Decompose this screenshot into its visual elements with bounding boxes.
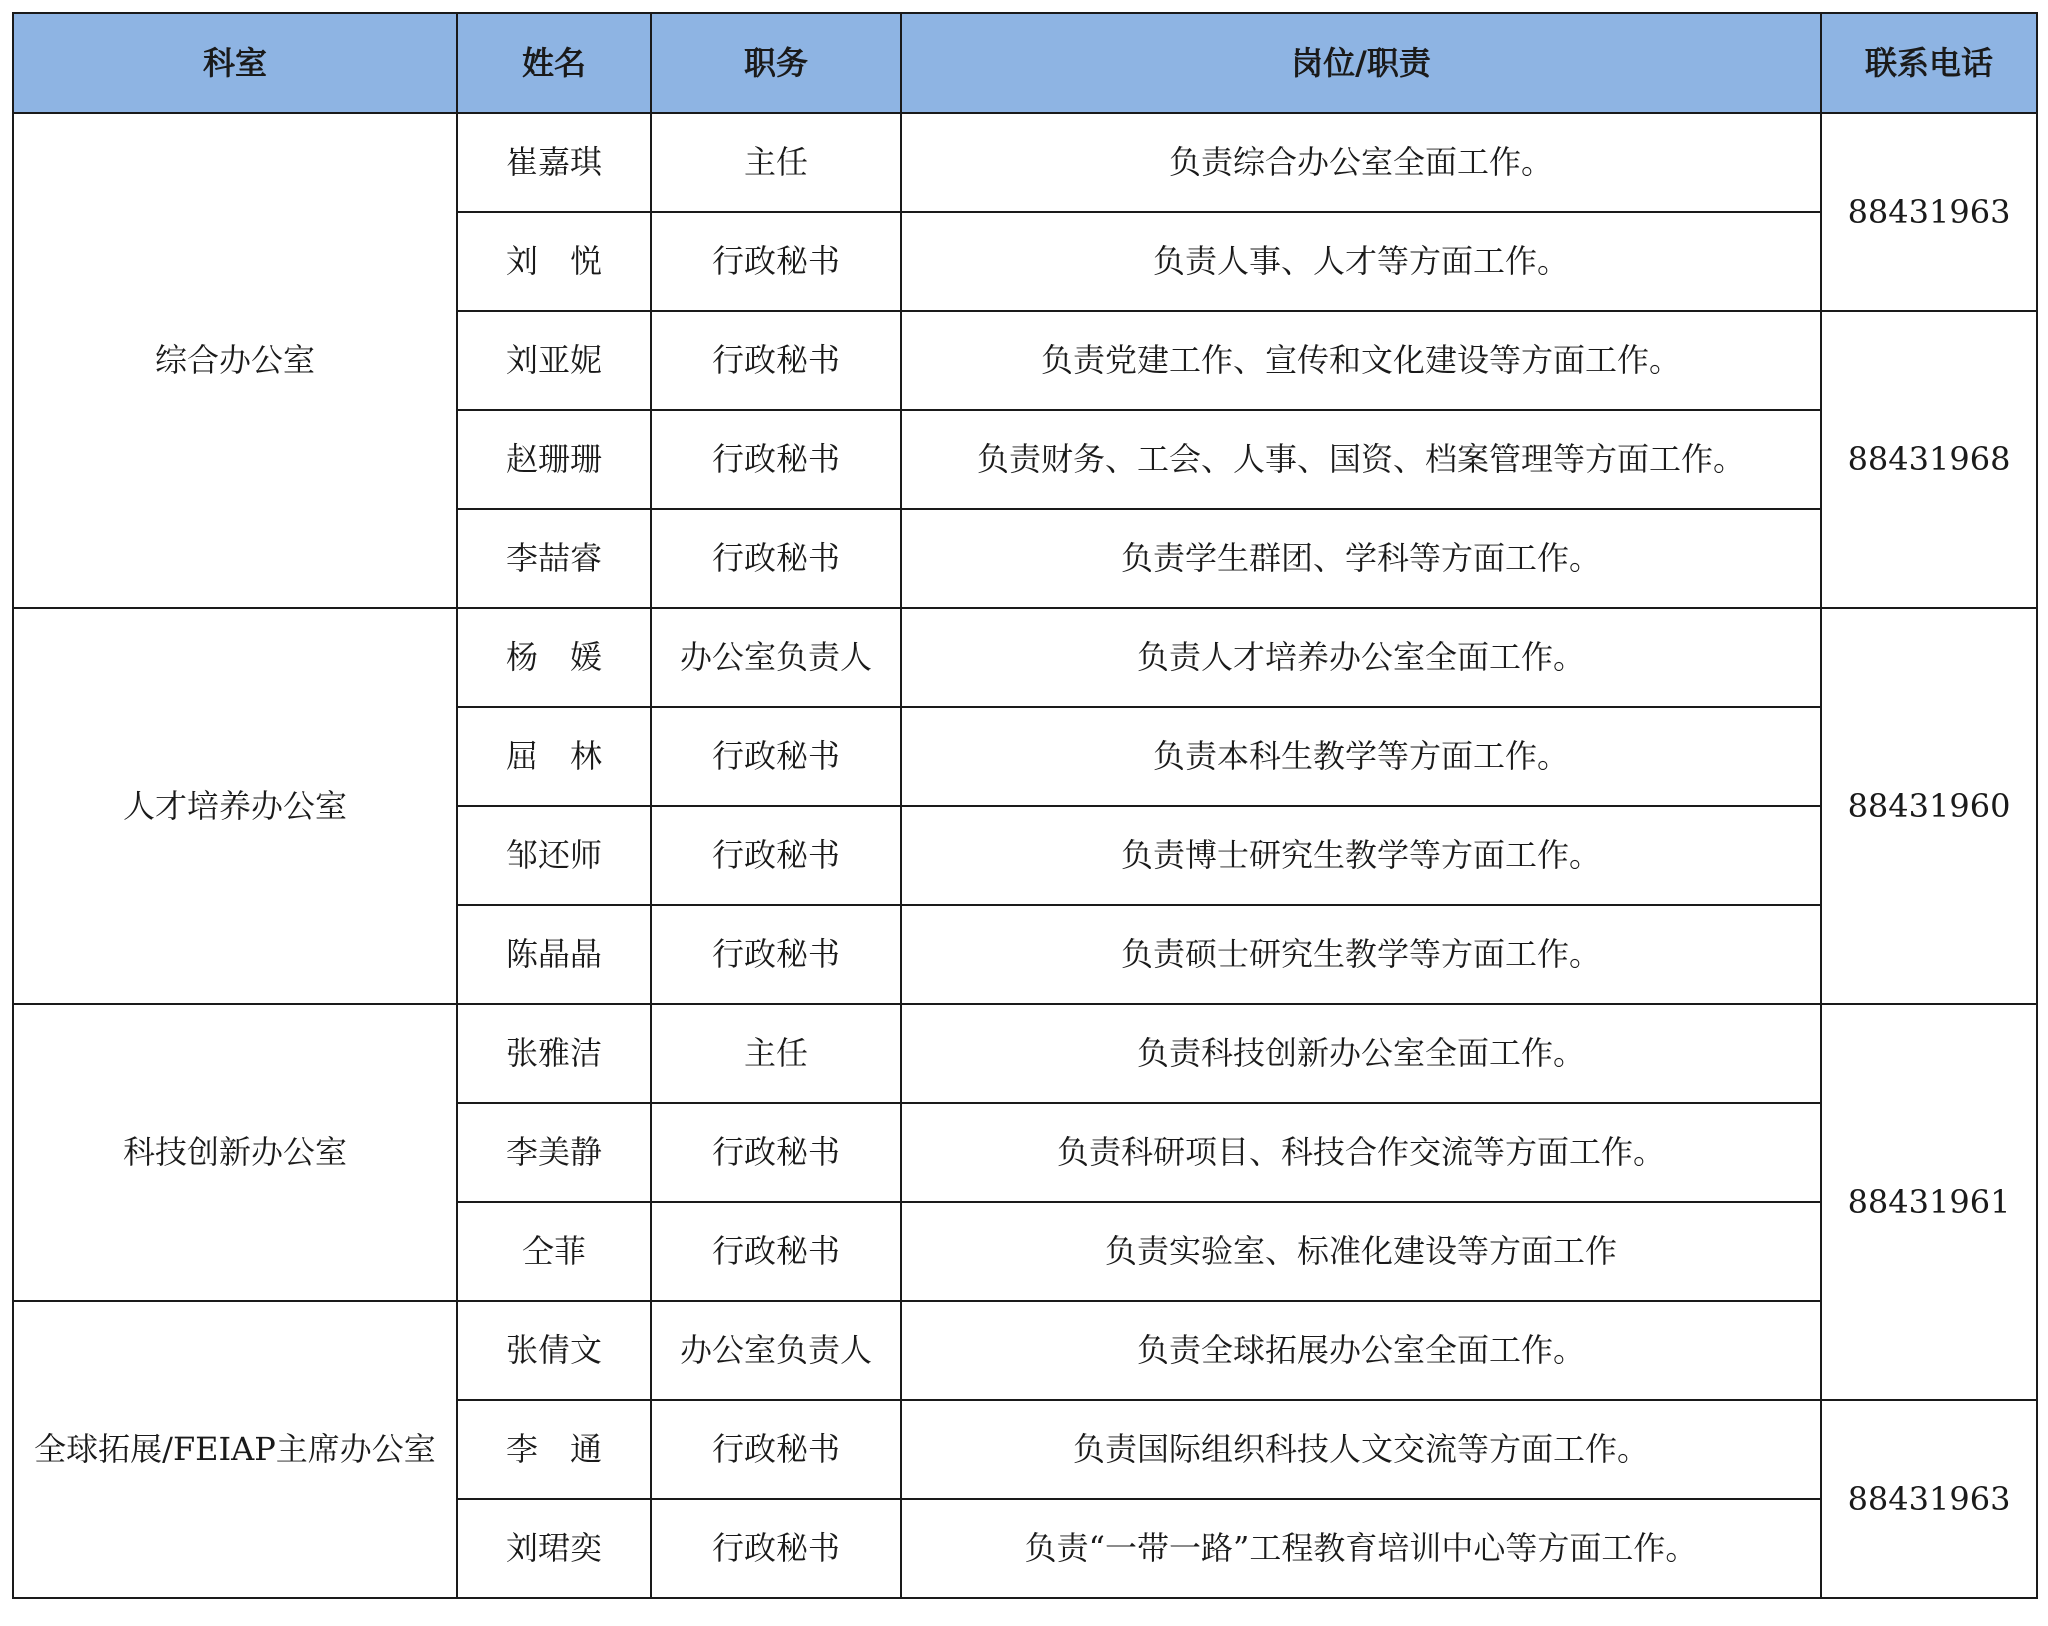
name-cell: 屈 林: [457, 707, 651, 806]
position-cell: 行政秘书: [651, 1202, 901, 1301]
position-cell: 行政秘书: [651, 311, 901, 410]
position-cell: 行政秘书: [651, 509, 901, 608]
phone-cell: 88431963: [1821, 113, 2037, 311]
name-cell: 刘珺奕: [457, 1499, 651, 1598]
position-cell: 行政秘书: [651, 410, 901, 509]
staff-table-container: [12, 12, 2038, 1599]
header-duties: 岗位/职责: [901, 13, 1821, 113]
duties-cell: 负责实验室、标准化建设等方面工作: [901, 1202, 1821, 1301]
name-cell: 刘 悦: [457, 212, 651, 311]
position-cell: 行政秘书: [651, 1400, 901, 1499]
name-cell: 陈晶晶: [457, 905, 651, 1004]
phone-cell: 88431960: [1821, 608, 2037, 1004]
name-cell: 仝菲: [457, 1202, 651, 1301]
position-cell: 行政秘书: [651, 905, 901, 1004]
name-cell: 刘亚妮: [457, 311, 651, 410]
department-cell: 人才培养办公室: [13, 608, 457, 1004]
position-cell: 行政秘书: [651, 1499, 901, 1598]
duties-cell: 负责人事、人才等方面工作。: [901, 212, 1821, 311]
duties-cell: 负责科技创新办公室全面工作。: [901, 1004, 1821, 1103]
name-cell: 李 通: [457, 1400, 651, 1499]
name-cell: 李美静: [457, 1103, 651, 1202]
department-cell: 科技创新办公室: [13, 1004, 457, 1301]
name-cell: 邹还师: [457, 806, 651, 905]
duties-cell: 负责硕士研究生教学等方面工作。: [901, 905, 1821, 1004]
name-cell: 张雅洁: [457, 1004, 651, 1103]
duties-cell: 负责人才培养办公室全面工作。: [901, 608, 1821, 707]
duties-cell: 负责本科生教学等方面工作。: [901, 707, 1821, 806]
name-cell: 李喆睿: [457, 509, 651, 608]
header-phone: 联系电话: [1821, 13, 2037, 113]
table-row: [13, 113, 2037, 212]
duties-cell: 负责综合办公室全面工作。: [901, 113, 1821, 212]
staff-directory-table: [12, 12, 2038, 1599]
position-cell: 办公室负责人: [651, 608, 901, 707]
name-cell: 杨 媛: [457, 608, 651, 707]
position-cell: 行政秘书: [651, 707, 901, 806]
header-name: 姓名: [457, 13, 651, 113]
duties-cell: 负责科研项目、科技合作交流等方面工作。: [901, 1103, 1821, 1202]
duties-cell: 负责“一带一路”工程教育培训中心等方面工作。: [901, 1499, 1821, 1598]
department-cell: 综合办公室: [13, 113, 457, 608]
department-cell: 全球拓展/FEIAP主席办公室: [13, 1301, 457, 1598]
table-row: [13, 608, 2037, 707]
duties-cell: 负责全球拓展办公室全面工作。: [901, 1301, 1821, 1400]
duties-cell: 负责博士研究生教学等方面工作。: [901, 806, 1821, 905]
phone-cell: 88431963: [1821, 1400, 2037, 1598]
position-cell: 主任: [651, 1004, 901, 1103]
position-cell: 主任: [651, 113, 901, 212]
position-cell: 办公室负责人: [651, 1301, 901, 1400]
name-cell: 崔嘉琪: [457, 113, 651, 212]
duties-cell: 负责财务、工会、人事、国资、档案管理等方面工作。: [901, 410, 1821, 509]
table-row: [13, 1004, 2037, 1103]
duties-cell: 负责学生群团、学科等方面工作。: [901, 509, 1821, 608]
duties-cell: 负责党建工作、宣传和文化建设等方面工作。: [901, 311, 1821, 410]
position-cell: 行政秘书: [651, 1103, 901, 1202]
phone-cell: 88431968: [1821, 311, 2037, 608]
phone-cell: 88431961: [1821, 1004, 2037, 1400]
position-cell: 行政秘书: [651, 212, 901, 311]
table-header-row: [13, 13, 2037, 113]
name-cell: 张倩文: [457, 1301, 651, 1400]
header-department: 科室: [13, 13, 457, 113]
table-row: [13, 1301, 2037, 1400]
duties-cell: 负责国际组织科技人文交流等方面工作。: [901, 1400, 1821, 1499]
header-position: 职务: [651, 13, 901, 113]
position-cell: 行政秘书: [651, 806, 901, 905]
name-cell: 赵珊珊: [457, 410, 651, 509]
